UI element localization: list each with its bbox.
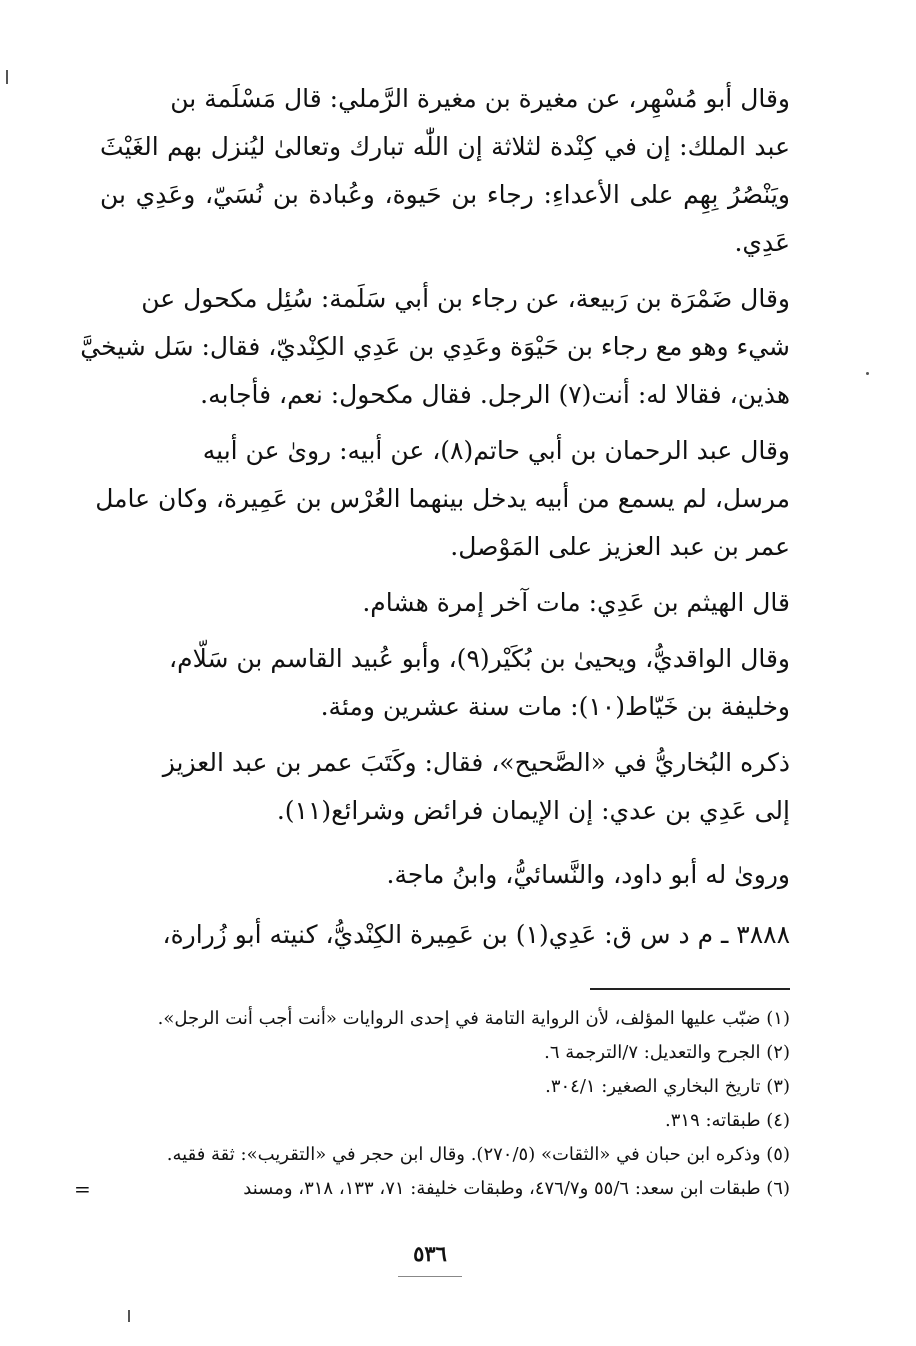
body-line-10: عمر بن عبد العزيز على المَوْصل.	[450, 532, 790, 561]
footnote-6	[74, 1176, 790, 1202]
body-line-13: وخليفة بن خَيّاط(١٠): مات سنة عشرين ومئة.	[320, 692, 790, 721]
footnote-4: (٤) طبقاته: ٣١٩.	[665, 1110, 790, 1131]
body-line-7: هذين، فقالا له: أنت(٧) الرجل. فقال مكحول: نعم، فأجابه.	[200, 380, 790, 409]
footnote-1: (١) ضبّب عليها المؤلف، لأن الرواية التامة في إحدى الروايات «أنت أجب أنت الرجل».	[157, 1008, 790, 1029]
continuation-mark: =	[74, 1177, 91, 1201]
body-line-1: وقال أبو مُسْهِر، عن مغيرة بن مغيرة الرَّملي: قال مَسْلَمة بن	[170, 84, 790, 113]
body-line-2: عبد الملك: إن في كِنْدة لثلاثة إن اللّٰه تبارك وتعالىٰ ليُنزل بهم الغَيْثَ	[100, 132, 790, 161]
body-line-8: وقال عبد الرحمان بن أبي حاتم(٨)، عن أبيه: روىٰ عن أبيه	[202, 436, 790, 465]
footnote-6-text: (٦) طبقات ابن سعد: ٥٥/٦ و٤٧٦/٧، وطبقات خليفة: ٧١، ١٣٣، ٣١٨، ومسند	[243, 1178, 790, 1199]
footnote-2: (٢) الجرح والتعديل: ٧/الترجمة ٦.	[544, 1042, 790, 1063]
entry-heading-3888: ٣٨٨٨ ـ م د س ق: عَدِي(١) بن عَمِيرة الكِنْديُّ، كنيته أبو زُرارة،	[162, 920, 790, 949]
body-line-5: وقال ضَمْرَة بن رَبيعة، عن رجاء بن أبي سَلَمة: سُئِل مكحول عن	[141, 284, 790, 313]
body-line-16: وروىٰ له أبو داود، والنَّسائيُّ، وابنُ ماجة.	[386, 860, 790, 889]
body-line-4: عَدِي.	[734, 228, 790, 257]
body-line-12: وقال الواقديُّ، ويحيىٰ بن بُكَيْر(٩)، وأبو عُبيد القاسم بن سَلّام،	[169, 644, 790, 673]
scan-dot	[866, 372, 869, 375]
body-line-14: ذكره البُخاريُّ في «الصَّحيح»، فقال: وكَتَبَ عمر بن عبد العزيز	[162, 748, 790, 777]
body-line-6: شيء وهو مع رجاء بن حَيْوَة وعَدِي بن عَدِي الكِنْديّ، فقال: سَل شيخيَّ	[80, 332, 790, 361]
scan-speck	[128, 1310, 130, 1322]
footnote-3: (٣) تاريخ البخاري الصغير: ٣٠٤/١.	[545, 1076, 790, 1097]
footnote-5: (٥) وذكره ابن حبان في «الثقات» (٢٧٠/٥). وقال ابن حجر في «التقريب»: ثقة فقيه.	[166, 1144, 790, 1165]
body-line-9: مرسل، لم يسمع من أبيه يدخل بينهما العُرْس بن عَمِيرة، وكان عامل	[95, 484, 790, 513]
scan-speck	[6, 70, 8, 84]
footnote-separator	[590, 988, 790, 990]
body-line-11: قال الهيثم بن عَدِي: مات آخر إمرة هشام.	[362, 588, 790, 617]
page-number-underline	[398, 1276, 462, 1277]
body-line-15: إلى عَدِي بن عدي: إن الإيمان فرائض وشرائع(١١).	[276, 796, 790, 825]
page-number: ٥٣٦	[413, 1241, 447, 1266]
body-line-3: ويَنْصُرُ بِهِم على الأعداءِ: رجاء بن حَيوة، وعُبادة بن نُسَيّ، وعَدِي بن	[100, 180, 790, 209]
